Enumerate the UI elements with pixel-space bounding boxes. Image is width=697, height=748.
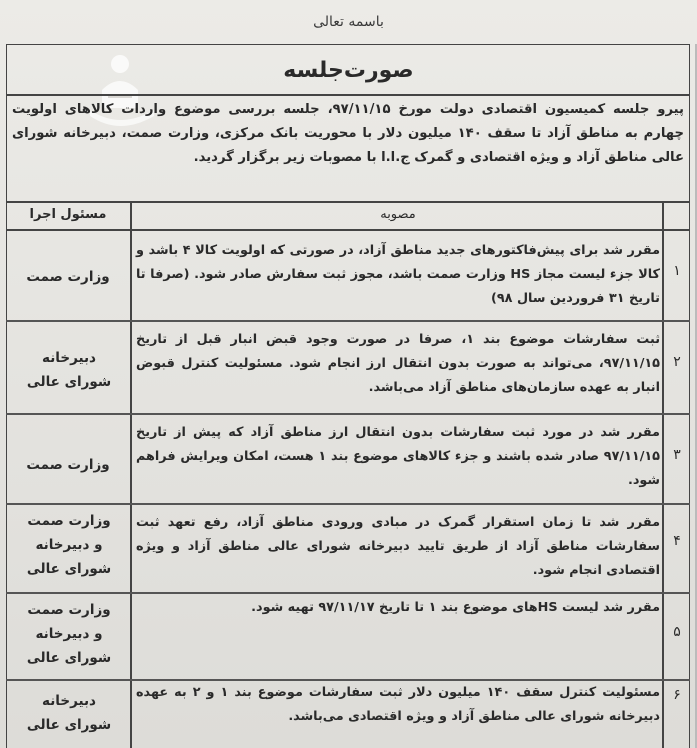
row-number: ۴ bbox=[673, 533, 681, 549]
row-text: مقرر شد تا زمان استقرار گمرک در مبادی ورودی مناطق آزاد، رفع تعهد ثبت سفارشات مناطق آزاد از طریق تایید دبیرخانه شورای عالی مناطق آزاد و ویژه اقتصادی انجام شود. bbox=[136, 515, 660, 578]
table-row bbox=[6, 322, 690, 412]
row-number: ۵ bbox=[673, 624, 681, 640]
row-responsible: دبیرخانه شورای عالی bbox=[26, 350, 112, 390]
header-responsible: مسئول اجرا bbox=[29, 207, 107, 222]
table-row bbox=[6, 681, 690, 748]
row-responsible: وزارت صمت و دبیرخانه شورای عالی bbox=[26, 602, 112, 666]
divider bbox=[6, 94, 690, 96]
row-number: ۱ bbox=[673, 263, 681, 279]
intro-paragraph: پیرو جلسه کمیسیون اقتصادی دولت مورخ ۹۷/۱۱/۱۵، جلسه بررسی موضوع واردات کالاهای اولویت چهارم به مناطق آزاد تا سقف ۱۴۰ میلیون دلار با محوریت بانک مرکزی، وزارت صمت، دبیرخانه شورای عالی مناطق آزاد و ویژه اقتصادی و گمرک ج.ا.ا با مصوبات زیر برگزار گردید. bbox=[12, 102, 684, 165]
row-text: مقرر شد در مورد ثبت سفارشات بدون انتقال ارز مناطق آزاد که پیش از تاریخ ۹۷/۱۱/۱۵ صادر شده باشند و جزء کالاهای موضوع بند ۱ هست، امکان ویرایش فراهم شود. bbox=[136, 425, 660, 488]
row-number: ۳ bbox=[673, 447, 681, 463]
header-num-cell bbox=[663, 203, 690, 229]
table-row bbox=[6, 505, 690, 591]
table-header bbox=[6, 203, 690, 229]
row-number: ۲ bbox=[673, 354, 681, 370]
row-responsible: وزارت صمت و دبیرخانه شورای عالی bbox=[26, 513, 112, 577]
row-text: مسئولیت کنترل سقف ۱۴۰ میلیون دلار ثبت سفارشات موضوع بند ۱ و ۲ به عهده دبیرخانه شورای عالی مناطق آزاد و ویژه اقتصادی می‌باشد. bbox=[136, 685, 660, 724]
row-text: مقرر شد برای پیش‌فاکتورهای جدید مناطق آزاد، در صورتی که اولویت کالا ۴ باشد و کالا جزء لیست مجاز HS وزارت صمت باشد، مجوز ثبت سفارش صادر شود. (صرفا تا تاریخ ۳۱ فروردین سال ۹۸) bbox=[136, 243, 661, 306]
header-resolution: مصوبه bbox=[380, 207, 416, 222]
page-title: صورت‌جلسه bbox=[283, 58, 414, 83]
table-row bbox=[6, 415, 690, 503]
top-caption: باسمه تعالی bbox=[313, 14, 384, 30]
row-text: مقرر شد لیست HSهای موضوع بند ۱ تا تاریخ ۹۷/۱۱/۱۷ تهیه شود. bbox=[251, 600, 660, 615]
row-number: ۶ bbox=[673, 687, 681, 703]
row-responsible: وزارت صمت bbox=[26, 457, 110, 473]
row-responsible: وزارت صمت bbox=[26, 269, 110, 285]
table-row bbox=[6, 594, 690, 678]
row-responsible: دبیرخانه شورای عالی bbox=[26, 693, 112, 733]
table-row bbox=[6, 231, 690, 319]
row-text: ثبت سفارشات موضوع بند ۱، صرفا در صورت وجود قبض انبار قبل از تاریخ ۹۷/۱۱/۱۵، می‌تواند به صورت بدون انتقال ارز انجام شود. مسئولیت کنترل قبوض انبار به عهده سازمان‌های مناطق آزاد می‌باشد. bbox=[136, 332, 661, 395]
